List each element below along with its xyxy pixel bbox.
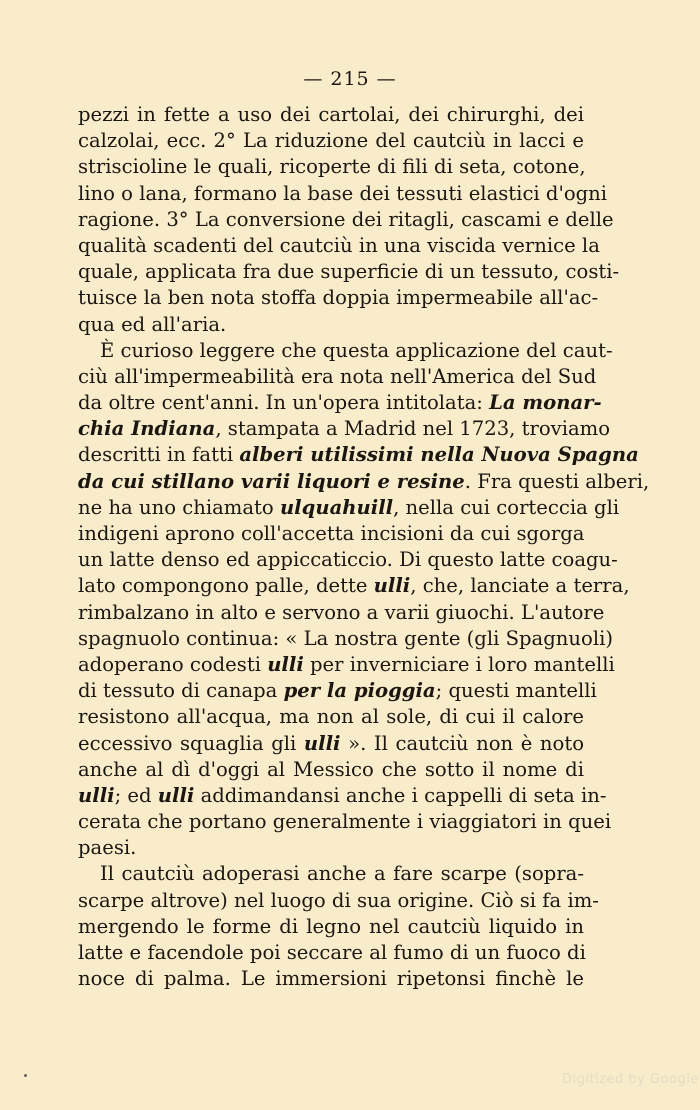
text-line [78,364,597,390]
text-segment: ; ed [114,783,158,807]
text-line [78,102,584,128]
text-segment: È curioso leggere che questa applicazione del caut- [100,338,613,362]
text-line [78,128,584,154]
text-segment: latte e facendole poi seccare al fumo di un fuoco di [78,941,586,964]
text-segment: eccessivo squaglia gli [78,731,304,755]
watermark: Digitized by Google [562,1072,699,1087]
text-line [78,207,614,233]
italic-text: ulli [267,652,304,676]
text-segment: indigeni aprono coll'accetta incisioni da cui sgorga [78,522,585,545]
text-segment: paesi. [78,836,137,860]
text-segment: spagnuolo continua: « La nostra gente (gli Spagnuoli) [78,626,613,650]
text-line [78,259,620,285]
text-segment: , stampata a Madrid nel 1723, troviamo [215,417,611,441]
text-segment: cerata che portano generalmente i viaggiatori in quei [78,810,612,834]
text-segment: addimandansi anche i cappelli di seta in- [194,783,607,807]
text-segment: per inverniciare i loro mantelli [303,652,615,676]
text-segment: lino o lana, formano la base dei tessuti elastici d'ogni [78,181,608,205]
text-segment: ». Il cautciù non è noto [340,731,584,755]
text-segment: noce di palma. Le immersioni ripetonsi finchè le [78,967,584,991]
text-segment: ; questi mantelli [435,679,597,703]
text-segment: tuisce la ben nota stoffa doppia impermeabile all'ac- [78,286,599,310]
speck-mark [24,1074,27,1077]
text-line [78,600,605,626]
text-segment: , nella cui corteccia gli [393,495,620,519]
text-segment: lato compongono palle, dette [78,574,374,598]
text-segment: , che, lanciate a terra, [410,574,630,598]
text-line [78,338,613,364]
text-segment: adoperano codesti [78,652,268,676]
text-line [78,861,584,887]
text-line [78,154,584,180]
italic-text: ulli [373,574,411,598]
text-line [78,757,584,783]
text-line [78,940,584,966]
text-segment: ragione. 3° La conversione dei ritagli, cascami e delle [78,207,614,231]
text-line [78,835,584,861]
text-segment: un latte denso ed appiccaticcio. Di questo latte coagu- [78,548,618,572]
text-line [78,312,584,338]
text-line [78,547,618,573]
text-line [78,521,584,547]
text-segment: striscioline le quali, ricoperte di fili di seta, cotone, [78,155,586,179]
text-line [78,704,584,730]
text-line [78,390,602,416]
text-line [78,914,584,940]
text-line [78,233,600,259]
text-segment: ciù all'impermeabilità era nota nell'America del Sud [78,364,597,388]
text-line [78,416,611,442]
italic-text: ulli [78,783,115,807]
text-segment: di tessuto di canapa [78,679,284,703]
page-number: — 215 — [303,68,397,90]
text-line [78,285,599,311]
italic-text: La monar- [489,391,602,415]
text-segment: Il cautciù adoperasi anche a fare scarpe (sopra- [100,862,584,886]
text-segment: quale, applicata fra due superficie di un tessuto, costi- [78,260,620,284]
body-text [78,102,650,992]
text-segment: da oltre cent'anni. In un'opera intitolata: [78,391,490,415]
text-line [78,442,639,468]
text-line [78,783,607,809]
italic-text: ulli [157,783,195,807]
italic-text: ulli [303,731,341,755]
text-segment: ne ha uno chiamato [78,495,280,519]
italic-text: per la pioggia [283,679,436,703]
text-line [78,181,608,207]
text-segment: pezzi in fette a uso dei cartolai, dei chirurghi, dei [78,103,584,126]
text-line [78,888,599,914]
text-segment: . Fra questi alberi, [464,469,650,493]
text-segment: anche al dì d'oggi al Messico che sotto il nome di [78,757,584,781]
text-line [78,809,612,835]
text-segment: calzolai, ecc. 2° La riduzione del cautciù in lacci e [78,129,584,153]
text-line [78,731,584,757]
italic-text: alberi utilissimi nella Nuova Spagna [239,443,639,467]
text-line [78,495,620,521]
text-segment: resistono all'acqua, ma non al sole, di cui il calore [78,705,584,729]
text-segment: qualità scadenti del cautciù in una viscida vernice la [78,233,600,257]
text-segment: mergendo le forme di legno nel cautciù liquido in [78,914,584,938]
text-line [78,626,613,652]
text-segment: rimbalzano in alto e servono a varii giuochi. L'autore [78,600,605,624]
text-line [78,573,630,599]
text-segment: scarpe altrove) nel luogo di sua origine. Ciò si fa im- [78,888,599,912]
italic-text: da cui stillano varii liquori e resine [78,469,465,493]
text-line [78,678,597,704]
text-line [78,966,584,992]
italic-text: ulquahuill [279,495,394,519]
italic-text: chia Indiana [78,417,216,441]
text-segment: qua ed all'aria. [78,312,227,336]
text-line [78,469,650,495]
text-segment: descritti in fatti [78,443,240,467]
text-line [78,652,615,678]
